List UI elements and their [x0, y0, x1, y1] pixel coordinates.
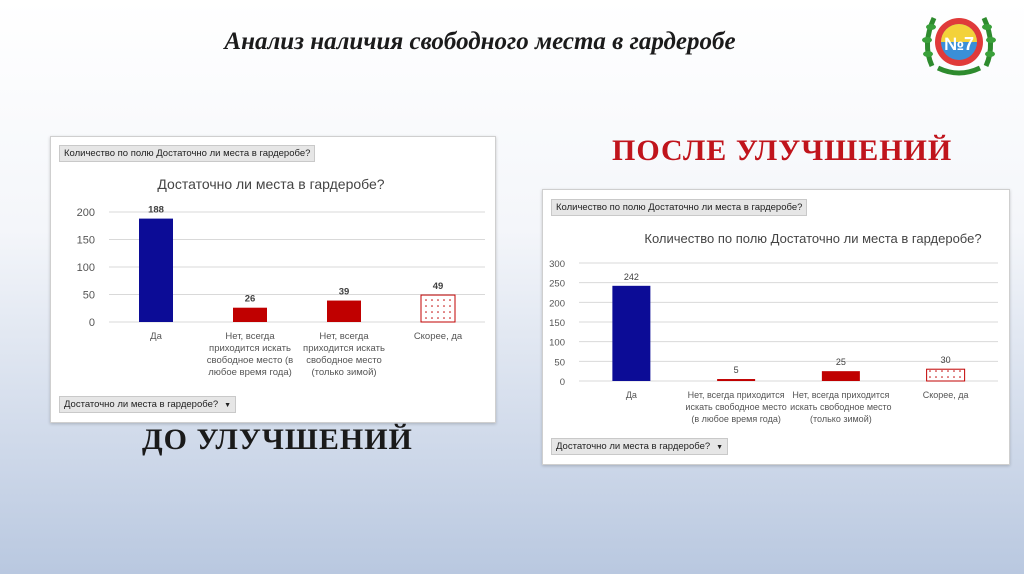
pivot-row-field-dropdown[interactable] — [59, 396, 236, 413]
chart-title: Количество по полю Достаточно ли места в гардеробе? — [644, 231, 982, 246]
pivot-row-field-label: Достаточно ли места в гардеробе? — [64, 399, 219, 410]
data-label: 39 — [338, 286, 350, 298]
y-tick-label: 100 — [549, 337, 565, 349]
y-tick-label: 0 — [88, 317, 95, 329]
pivot-value-field-label: Количество по полю Достаточно ли места в гардеробе? — [556, 202, 803, 213]
data-label: 49 — [432, 281, 444, 293]
y-tick-label: 50 — [82, 289, 95, 302]
x-tick-label: Да — [625, 390, 637, 400]
bar — [327, 301, 361, 322]
y-tick-label: 250 — [549, 278, 565, 290]
y-tick-label: 150 — [76, 234, 95, 247]
pivot-value-field-button[interactable] — [551, 199, 807, 216]
x-tick-label: Да — [150, 331, 162, 342]
data-label: 30 — [940, 355, 951, 366]
bar — [822, 371, 860, 381]
data-label: 188 — [148, 204, 164, 216]
y-tick-label: 200 — [549, 298, 565, 310]
pivot-row-field-dropdown[interactable] — [551, 438, 728, 455]
bar — [612, 286, 650, 381]
bar — [717, 379, 755, 381]
caption-before: ДО УЛУЧШЕНИЙ — [142, 423, 413, 456]
chart-panel-before — [50, 136, 496, 423]
data-label: 242 — [623, 271, 639, 282]
data-label: 5 — [733, 365, 739, 376]
pivot-row-field-label: Достаточно ли места в гардеробе? — [556, 441, 711, 452]
school-laurel-emblem-icon — [918, 4, 1000, 84]
dropdown-arrow-icon: ▼ — [716, 444, 724, 451]
slide-title: Анализ наличия свободного места в гардеробе — [224, 28, 736, 55]
y-tick-label: 100 — [76, 262, 95, 274]
pivot-value-field-button[interactable] — [59, 145, 315, 162]
x-tick-label: Нет, всегда приходится искать свободное место (в любое время года) — [206, 331, 294, 378]
bar — [139, 219, 173, 322]
dropdown-arrow-icon: ▼ — [224, 402, 232, 409]
y-tick-label: 300 — [549, 259, 565, 270]
x-tick-label: Скорее, да — [413, 331, 463, 342]
x-tick-label: Нет, всегда приходится искать свободное место (только зимой) — [303, 331, 385, 378]
x-tick-label: Нет, всегда приходится искать свободное место (только зимой) — [790, 390, 892, 424]
chart-before — [51, 165, 495, 415]
caption-after: ПОСЛЕ УЛУЧШЕНИЙ — [612, 134, 953, 167]
x-tick-label: Скорее, да — [922, 390, 969, 400]
data-label: 26 — [244, 293, 256, 305]
chart-after — [543, 218, 1009, 453]
y-tick-label: 0 — [559, 377, 565, 388]
school-logo — [918, 4, 1000, 84]
chart-panel-after — [542, 189, 1010, 465]
y-tick-label: 150 — [549, 318, 565, 329]
logo-number: №7 — [943, 34, 975, 54]
bar — [233, 308, 267, 322]
chart-title: Достаточно ли места в гардеробе? — [157, 176, 385, 192]
y-tick-label: 200 — [76, 207, 95, 219]
pivot-value-field-label: Количество по полю Достаточно ли места в гардеробе? — [64, 148, 311, 159]
data-label: 25 — [835, 357, 846, 368]
bar — [927, 369, 965, 381]
x-tick-label: Нет, всегда приходится искать свободное место (в любое время года) — [685, 390, 787, 424]
y-tick-label: 50 — [554, 357, 565, 369]
bar — [421, 295, 455, 322]
